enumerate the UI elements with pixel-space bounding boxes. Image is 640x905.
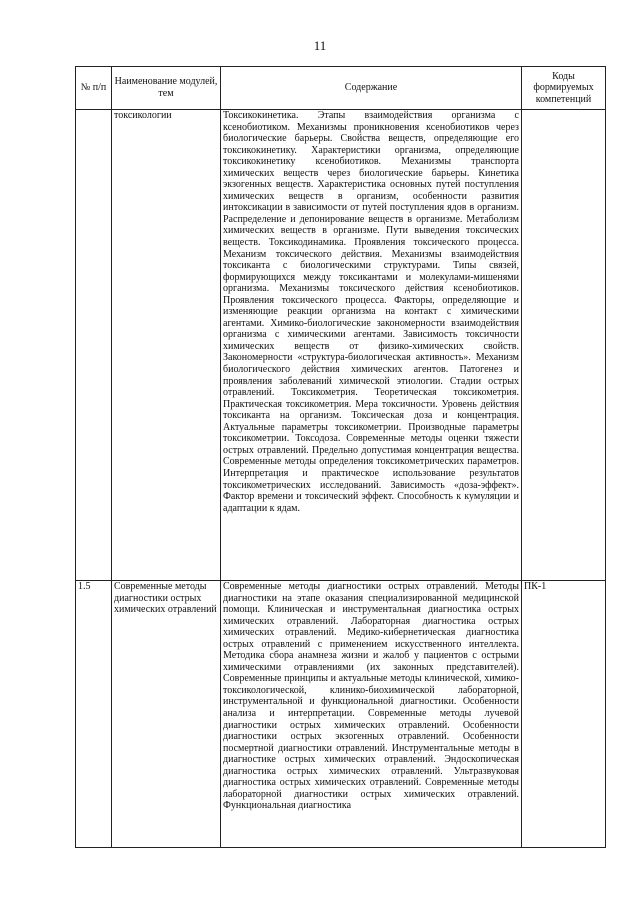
table-row <box>76 581 606 848</box>
header-number: № п/п <box>76 67 112 110</box>
row-module-name: Современные методы диагностики острых химических отравлений <box>112 581 221 848</box>
row-competency-code: ПК-1 <box>522 581 606 848</box>
curriculum-table <box>75 66 606 848</box>
row-content: Современные методы диагностики острых отравлений. Методы диагностики на этапе оказания специализированной медицинской помощи. Клиническая и инструментальная диагностика острых химических отравлений. Лабораторная диагностика острых химических отравлений. Медико-кибернетическая диагностика острых отравлений с применением искусственного интеллекта. Методика сбора анамнеза жизни и жалоб у пациентов с острыми химическими отравлениями (их законных представителей). Современные принципы и актуальные методы клинической, химико-токсикологической, клинико-биохимической лабораторной, инструментальной и функциональной диагностики. Особенности анализа и интерпретации. Современные методы лучевой диагностики острых химических отравлений. Особенности диагностики острых экзогенных отравлений. Особенности посмертной диагностики отравлений. Инструментальные методы в диагностике острых химических отравлений. Эндоскопическая диагностика острых химических отравлений. Ультразвуковая диагностика острых химических отравлений. Современные методы лабораторной диагностики острых химических отравлений. Функциональная диагностика <box>221 581 522 848</box>
row-number: 1.5 <box>76 581 112 848</box>
row-competency-code <box>522 110 606 581</box>
table-header-row <box>76 67 606 110</box>
page-number: 11 <box>313 38 327 53</box>
row-number <box>76 110 112 581</box>
row-content: Токсикокинетика. Этапы взаимодействия организма с ксенобиотиком. Механизмы проникновения ксенобиотиков через биологические барьеры. Свойства веществ, определяющие его токсикокинетику. Характеристики организма, определяющие токсикокинетику ксенобиотиков. Механизмы транспорта химических веществ через биологические барьеры. Кинетика экзогенных веществ. Характеристика основных путей поступления химических веществ в организм, особенности развития интоксикации в зависимости от путей поступления ядов в организм. Распределение и депонирование веществ в организме. Метаболизм химических веществ в организме. Пути выведения токсических веществ. Токсикодинамика. Проявления токсического процесса. Механизм токсического действия. Механизмы взаимодействия токсиканта с биологическими структурами. Типы связей, формирующихся между токсикантами и молекулами-мишенями организма. Механизмы токсического действия ксенобиотиков. Проявления токсического процесса. Факторы, определяющие и изменяющие реакции организма на контакт с химическими агентами. Химико-биологические закономерности взаимодействия организма с химическими агентами. Зависимость токсичности химических веществ от физико-химических свойств. Закономерности «структура-биологическая активность». Механизм биологического действия химических агентов. Патогенез и проявления заболеваний химической этиологии. Стадии острых отравлений. Токсикометрия. Теоретическая токсикометрия. Практическая токсикометрия. Мера токсичности. Уровень действия токсиканта на организм. Токсическая доза и концентрация. Актуальные параметры токсикометрии. Производные параметры токсикометрии. Токсодоза. Современные методы оценки тяжести острых отравлений. Предельно допустимая концентрация вещества. Современные методы определения токсикометрических параметров. Интерпретация и практическое использование результатов токсикометрических исследований. Зависимость «доза-эффект». Фактор времени и токсический эффект. Способность к кумуляции и адаптации к ядам. <box>221 110 522 581</box>
header-content: Содержание <box>221 67 522 110</box>
header-competency-codes: Коды формируемых компетенций <box>522 67 606 110</box>
table-row <box>76 110 606 581</box>
header-module-name: Наименование модулей, тем <box>112 67 221 110</box>
row-module-name: токсикологии <box>112 110 221 581</box>
